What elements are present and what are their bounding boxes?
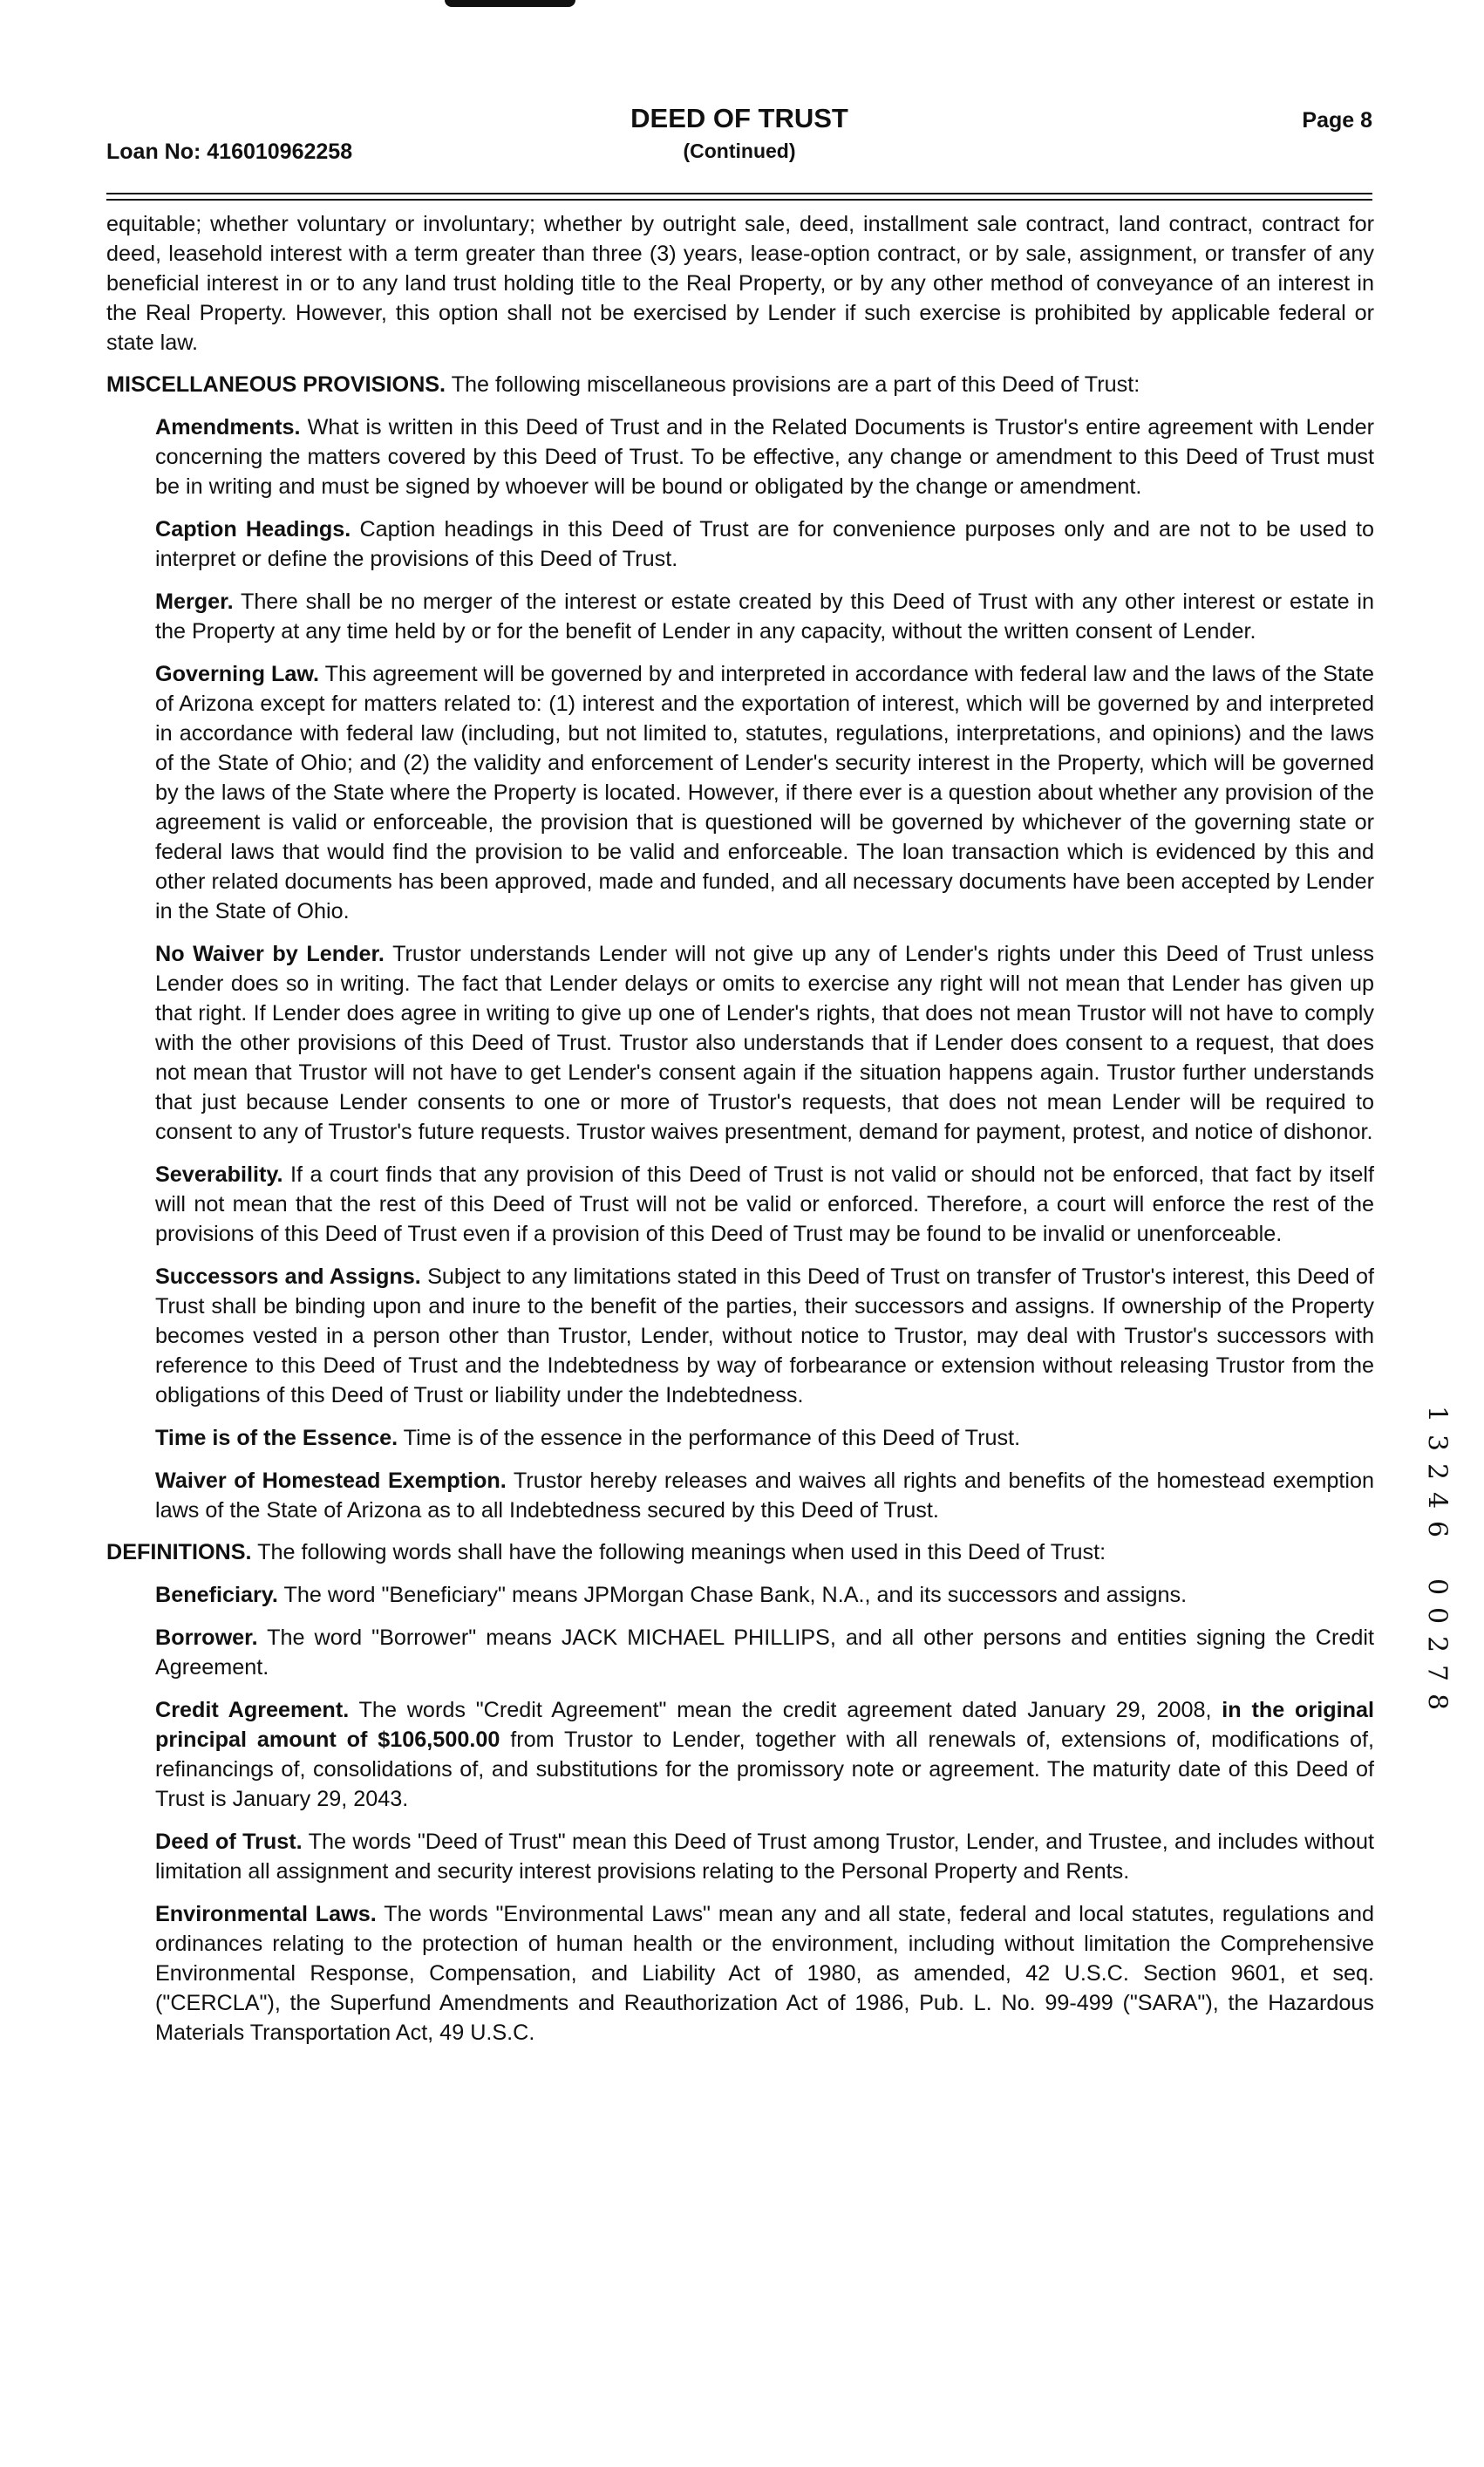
provision-governing-law: [155, 659, 1374, 926]
stamp-digit: 6: [1421, 1520, 1453, 1538]
provision-term: Severability.: [155, 1162, 283, 1187]
provision-text: Caption headings in this Deed of Trust are for convenience purposes only and are not to be used to interpret or define the provisions of this Deed of Trust.: [155, 517, 1374, 571]
section-misc: [106, 370, 1374, 399]
provision-text: Trustor understands Lender will not give up any of Lender's rights under this Deed of Trust unless Lender does so in writing. The fact that Lender delays or omits to exercise any right will not mean that Lender has given up that right. If Lender does agree in writing to give up one of Lender's rights, that does not mean Trustor will not have to comply with the other provisions of this Deed of Trust. Trustor also understands that if Lender does consent to a request, that does not mean that Trustor will not have to get Lender's consent again if the situation happens again. Trustor further understands that just because Lender consents to one or more of Trustor's requests, that does not mean Lender will be required to consent to any of Trustor's future requests. Trustor waives presentment, demand for payment, protest, and notice of dishonor.: [155, 942, 1374, 1144]
provision-text: What is written in this Deed of Trust and in the Related Documents is Trustor's entire agreement with Lender concerning the matters covered by this Deed of Trust. To be effective, any change or amendment to this Deed of Trust must be in writing and must be signed by whoever will be bound or obligated by the change or amendment.: [155, 415, 1374, 499]
provision-merger: [155, 587, 1374, 646]
provision-time-essence: [155, 1423, 1374, 1453]
margin-recording-stamp: [1411, 1400, 1463, 1711]
definition-text: The words "Environmental Laws" mean any and all state, federal and local statutes, regulations and ordinances relating to the protection of human health or the environment, including without limitation the Comprehensive Environmental Response, Compensation, and Liability Act of 1980, as amended, 42 U.S.C. Section 9601, et seq. ("CERCLA"), the Superfund Amendments and Reauthorization Act of 1986, Pub. L. No. 99-499 ("SARA"), the Hazardous Materials Transportation Act, 49 U.S.C.: [155, 1902, 1374, 2045]
stamp-digit: 3: [1421, 1434, 1453, 1452]
definition-text-continued: from Trustor to Lender, together with all renewals of, extensions of, modifications of, refinancings of, consolidations of, and substitutions for the promissory note or agreement. The maturity date of this Deed of Trust is January 29, 2043.: [155, 1728, 1375, 1811]
provision-term: Governing Law.: [155, 662, 320, 686]
provision-text: Subject to any limitations stated in this Deed of Trust on transfer of Trustor's interest, this Deed of Trust shall be binding upon and inure to the benefit of the parties, their successors and assigns. If ownership of the Property becomes vested in a person other than Trustor, Lender, without notice to Trustor, may deal with Trustor's successors with reference to this Deed of Trust and the Indebtedness by way of forbearance or extension without releasing Trustor from the obligations of this Deed of Trust or liability under the Indebtedness.: [155, 1264, 1375, 1407]
definition-term: Deed of Trust.: [155, 1830, 303, 1854]
header-rule-top: [106, 193, 1372, 194]
stamp-digit: 7: [1421, 1664, 1453, 1682]
section-text: The following words shall have the following meanings when used in this Deed of Trust:: [257, 1540, 1106, 1564]
definition-beneficiary: [155, 1580, 1374, 1610]
provision-term: Waiver of Homestead Exemption.: [155, 1469, 507, 1493]
provision-homestead: [155, 1466, 1374, 1525]
provision-severability: [155, 1160, 1374, 1249]
section-heading: MISCELLANEOUS PROVISIONS.: [106, 372, 446, 397]
provision-term: No Waiver by Lender.: [155, 942, 385, 966]
page-header: [106, 103, 1372, 173]
provision-term: Merger.: [155, 589, 234, 614]
definition-borrower: [155, 1623, 1374, 1682]
section-heading: DEFINITIONS.: [106, 1540, 252, 1564]
definition-text: The word "Beneficiary" means JPMorgan Chase Bank, N.A., and its successors and assigns.: [283, 1583, 1188, 1607]
provision-term: Time is of the Essence.: [155, 1426, 398, 1450]
stamp-digit: 8: [1421, 1693, 1453, 1711]
definition-text: The words "Deed of Trust" mean this Deed of Trust among Trustor, Lender, and Trustee, and includes without limitation all assignment and security interest provisions relating to the Personal Property and Rents.: [155, 1830, 1374, 1884]
stamp-digit: 0: [1421, 1606, 1453, 1625]
definition-environmental-laws: [155, 1899, 1374, 2048]
definition-text: The word "Borrower" means JACK MICHAEL PHILLIPS, and all other persons and entities signing the Credit Agreement.: [155, 1625, 1374, 1680]
provision-term: Amendments.: [155, 415, 301, 440]
header-rule-bottom: [106, 199, 1372, 201]
definition-term: Borrower.: [155, 1625, 258, 1650]
provision-text: If a court finds that any provision of this Deed of Trust is not valid or should not be enforced, that fact by itself will not mean that the rest of this Deed of Trust will not be valid or enforced. Therefore, a court will enforce the rest of the provisions of this Deed of Trust even if a provision of this Deed of Trust may be found to be invalid or unenforceable.: [155, 1162, 1374, 1246]
definition-term: Credit Agreement.: [155, 1698, 350, 1722]
provision-successors: [155, 1262, 1374, 1410]
definition-term: Environmental Laws.: [155, 1902, 377, 1926]
provision-text: Trustor hereby releases and waives all rights and benefits of the homestead exemption laws of the State of Arizona as to all Indebtedness secured by this Deed of Trust.: [155, 1469, 1374, 1523]
stamp-digit: 2: [1421, 1462, 1453, 1481]
provision-term: Successors and Assigns.: [155, 1264, 421, 1289]
section-text: The following miscellaneous provisions are a part of this Deed of Trust:: [451, 372, 1140, 397]
document-title: DEED OF TRUST: [630, 103, 848, 133]
section-definitions: [106, 1537, 1374, 1567]
definition-deed-of-trust: [155, 1827, 1374, 1886]
stamp-digit: 2: [1421, 1635, 1453, 1653]
provision-caption-headings: [155, 515, 1374, 574]
definition-credit-agreement: [155, 1695, 1374, 1814]
principal-amount: in the original principal amount of $106,500.00: [155, 1698, 1374, 1752]
intro-paragraph: equitable; whether voluntary or involuntary; whether by outright sale, deed, installment sale contract, land contract, contract for deed, leasehold interest with a term greater than three (3) years, lease-option contract, or by sale, assignment, or transfer of any beneficial interest in or to any land trust holding title to the Real Property, or by any other method of conveyance of an interest in the Real Property. However, this option shall not be exercised by Lender if such exercise is prohibited by applicable federal or state law.: [106, 212, 1374, 355]
document-subtitle: (Continued): [683, 140, 796, 162]
scan-artifact: [445, 0, 575, 7]
provision-text: This agreement will be governed by and interpreted in accordance with federal law and the laws of the State of Arizona except for matters related to: (1) interest and the exportation of interest, which will be governed by and interpreted in accordance with federal law (including, but not limited to, statutes, regulations, interpretations, and opinions) and the laws of the State of Ohio; and (2) the validity and enforcement of Lender's security interest in the Property, which will be governed by the laws of the State where the Property is located. However, if there ever is a question about whether any provision of the agreement is valid or enforceable, the provision that is questioned will be governed by whichever of the governing state or federal laws that would find the provision to be valid and enforceable. The loan transaction which is evidenced by this and other related documents has been approved, made and funded, and all necessary documents have been accepted by Lender in the State of Ohio.: [155, 662, 1375, 923]
stamp-digit: 4: [1421, 1491, 1453, 1510]
provision-amendments: [155, 412, 1374, 501]
definition-term: Beneficiary.: [155, 1583, 278, 1607]
definition-text: The words "Credit Agreement" mean the credit agreement dated January 29, 2008,: [358, 1698, 1212, 1722]
provision-text: Time is of the essence in the performance of this Deed of Trust.: [403, 1426, 1021, 1450]
provision-no-waiver: [155, 939, 1374, 1147]
page-number: Page 8: [1302, 108, 1372, 133]
loan-number: Loan No: 416010962258: [106, 140, 353, 164]
provision-text: There shall be no merger of the interest or estate created by this Deed of Trust with any other interest or estate in the Property at any time held by or for the benefit of Lender in any capacity, without the written consent of Lender.: [155, 589, 1375, 644]
document-body: [106, 209, 1374, 2048]
stamp-digit: 1: [1421, 1405, 1453, 1423]
provision-term: Caption Headings.: [155, 517, 351, 542]
stamp-digit: 0: [1421, 1578, 1453, 1596]
